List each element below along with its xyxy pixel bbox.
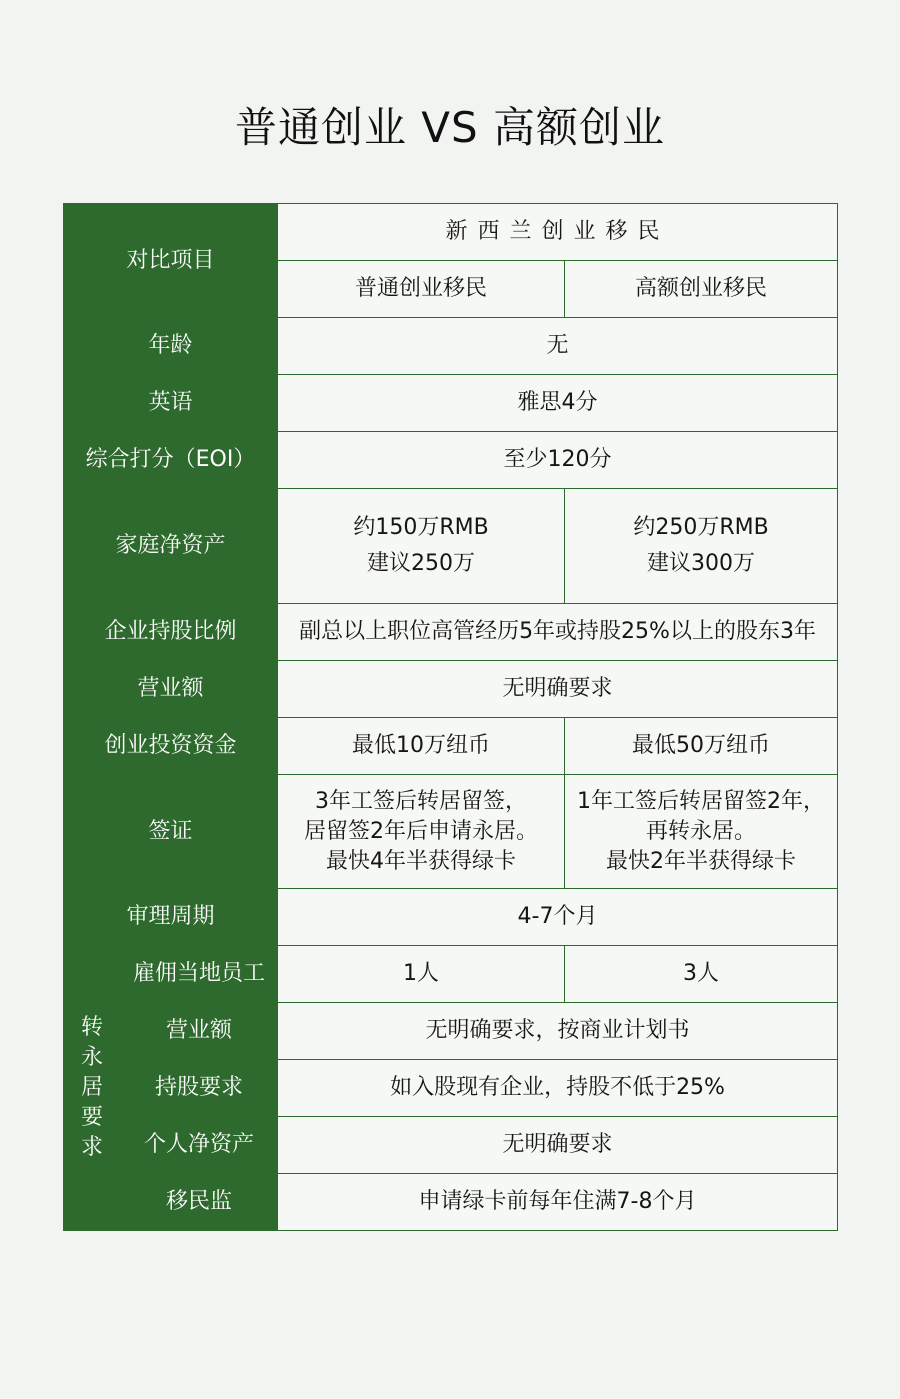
row-label-investment: 创业投资资金: [64, 718, 278, 775]
row-label-processing: 审理周期: [64, 889, 278, 946]
visa-normal-line: 最快4年半获得绿卡: [326, 848, 517, 874]
header-normal-entrepreneur: 普通创业移民: [278, 261, 565, 318]
visa-normal-line: 3年工签后转居留签，: [315, 788, 528, 814]
visa-high-line: 1年工签后转居留签2年，: [577, 788, 826, 814]
row-label-shareholding: 企业持股比例: [64, 604, 278, 661]
row-value-investment-normal: 最低10万纽币: [278, 718, 565, 775]
table-row: [64, 1003, 838, 1060]
table-row: [64, 889, 838, 946]
pr-requirements-text: 转永居要求: [80, 1015, 103, 1160]
header-high-entrepreneur: 高额创业移民: [565, 261, 838, 318]
visa-normal-line: 居留签2年后申请永居。: [304, 818, 539, 844]
row-value-assets-normal: [278, 489, 565, 604]
table-row: [64, 1117, 838, 1174]
page-title: 普通创业 VS 高额创业: [234, 103, 666, 152]
visa-high-line: 最快2年半获得绿卡: [606, 848, 797, 874]
pr-label-shareholding: 持股要求: [121, 1060, 278, 1117]
table-header-row: [64, 204, 838, 261]
assets-normal-line: 约150万RMB: [353, 515, 489, 540]
row-value-eoi: 至少120分: [278, 432, 838, 489]
table-row: [64, 661, 838, 718]
comparison-table: [63, 203, 838, 1231]
table-row: [64, 318, 838, 375]
pr-label-supervision: 移民监: [121, 1174, 278, 1231]
pr-value-net-assets: 无明确要求: [278, 1117, 838, 1174]
row-value-visa-high: [565, 775, 838, 889]
header-item-label: 对比项目: [64, 204, 278, 318]
table-row: [64, 775, 838, 889]
table-row: [64, 432, 838, 489]
row-label-assets: 家庭净资产: [64, 489, 278, 604]
row-value-age: 无: [278, 318, 838, 375]
assets-high-line: 约250万RMB: [633, 515, 769, 540]
pr-label-employees: 雇佣当地员工: [121, 946, 278, 1003]
assets-high-line: 建议300万: [647, 551, 756, 576]
pr-value-supervision: 申请绿卡前每年住满7-8个月: [278, 1174, 838, 1231]
row-value-assets-high: [565, 489, 838, 604]
pr-value-shareholding: 如入股现有企业，持股不低于25%: [278, 1060, 838, 1117]
row-label-visa: 签证: [64, 775, 278, 889]
header-group-title: 新西兰创业移民: [278, 204, 838, 261]
row-value-turnover: 无明确要求: [278, 661, 838, 718]
table-row: [64, 1060, 838, 1117]
row-value-visa-normal: [278, 775, 565, 889]
pr-requirements-label: [64, 946, 121, 1231]
table-row: [64, 489, 838, 604]
row-label-english: 英语: [64, 375, 278, 432]
row-value-investment-high: 最低50万纽币: [565, 718, 838, 775]
row-label-age: 年龄: [64, 318, 278, 375]
table-row: [64, 604, 838, 661]
row-label-eoi: 综合打分（EOI）: [64, 432, 278, 489]
table-row: [64, 375, 838, 432]
pr-value-employees-normal: 1人: [278, 946, 565, 1003]
table-row: [64, 718, 838, 775]
row-value-processing: 4-7个月: [278, 889, 838, 946]
pr-label-net-assets: 个人净资产: [121, 1117, 278, 1174]
table-row: [64, 1174, 838, 1231]
visa-high-line: 再转永居。: [646, 818, 757, 844]
pr-label-turnover: 营业额: [121, 1003, 278, 1060]
table-row: [64, 946, 838, 1003]
row-value-english: 雅思4分: [278, 375, 838, 432]
assets-normal-line: 建议250万: [367, 551, 476, 576]
row-value-shareholding: 副总以上职位高管经历5年或持股25%以上的股东3年: [278, 604, 838, 661]
pr-value-turnover: 无明确要求，按商业计划书: [278, 1003, 838, 1060]
pr-value-employees-high: 3人: [565, 946, 838, 1003]
row-label-turnover: 营业额: [64, 661, 278, 718]
